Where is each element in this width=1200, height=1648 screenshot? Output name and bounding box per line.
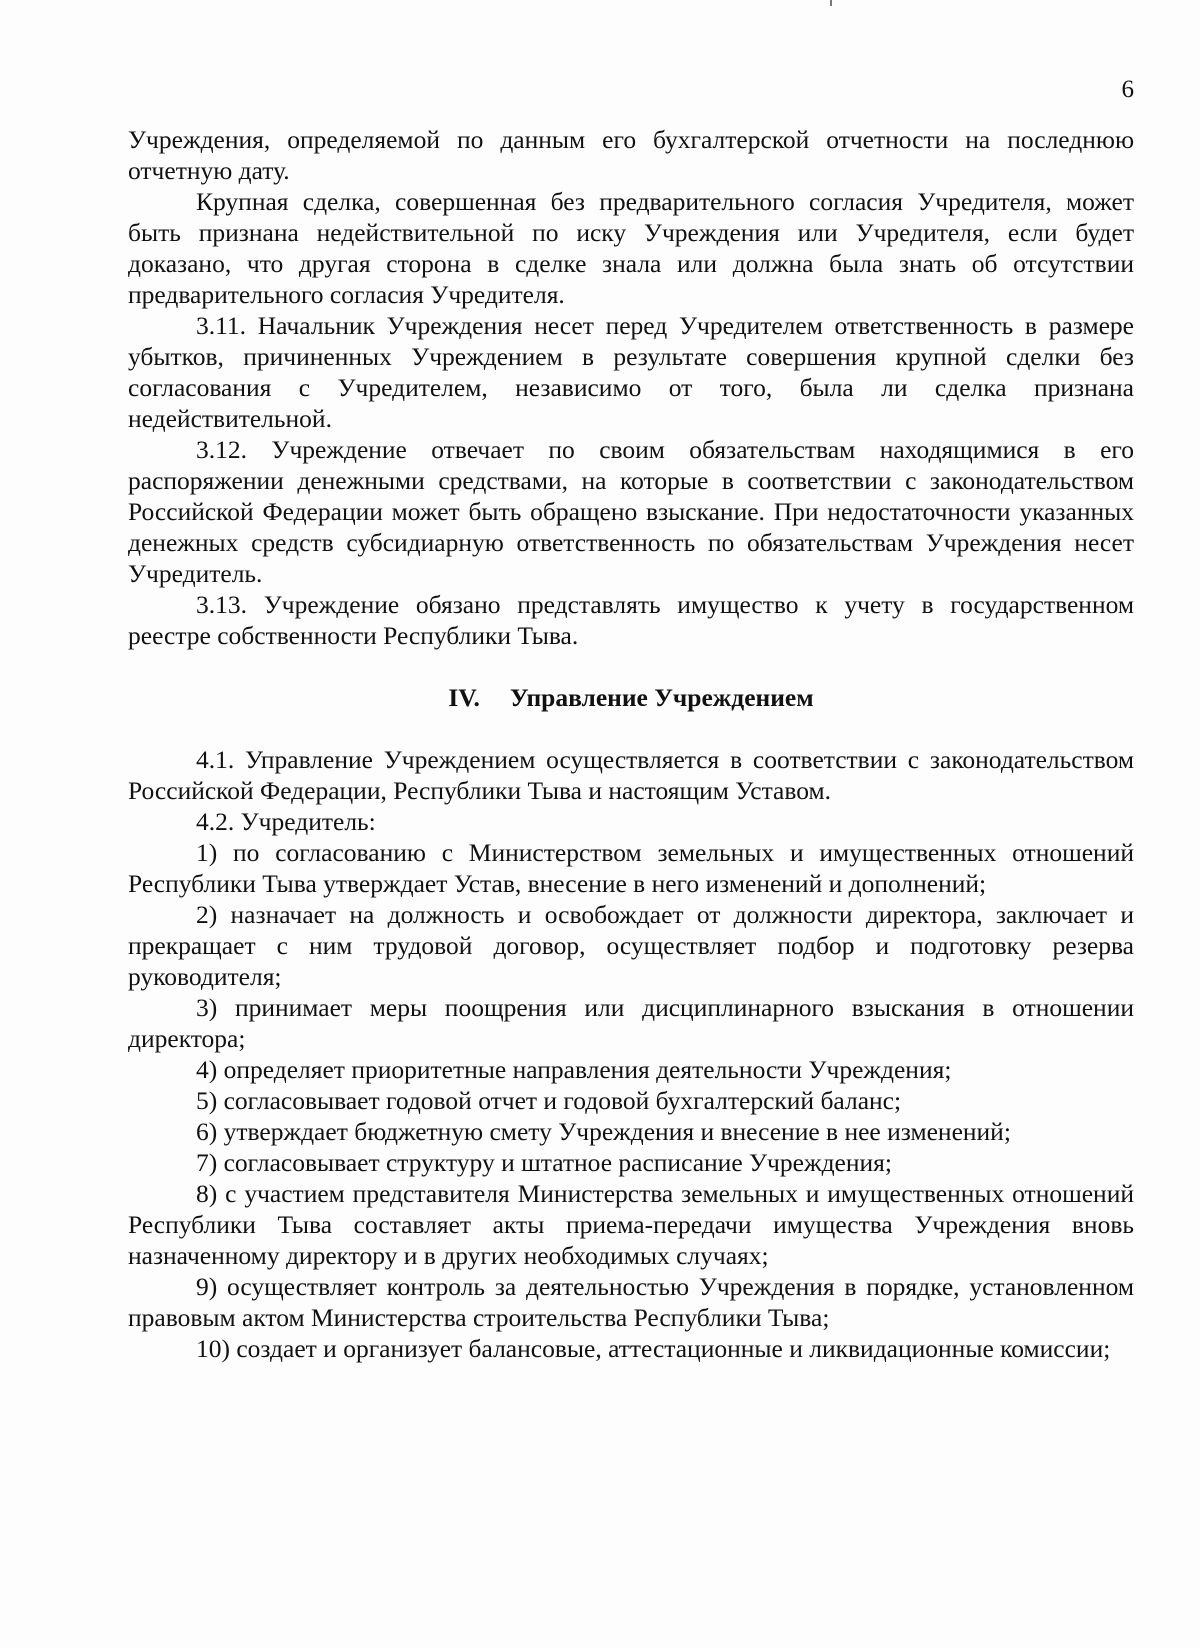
section-title: Управление Учреждением: [509, 683, 814, 712]
list-item: 3) принимает меры поощрения или дисциплинарного взыскания в отношении директора;: [128, 993, 1134, 1053]
paragraph: Учреждения, определяемой по данным его бухгалтерской отчетности на последнюю отчетную дату.: [128, 125, 1134, 185]
paragraph: 3.13. Учреждение обязано представлять имущество к учету в государственном реестре собственности Республики Тыва.: [128, 590, 1134, 650]
list-item: 8) с участием представителя Министерства земельных и имущественных отношений Республики Тыва составляет акты приема-передачи имущества Учреждения вновь назначенному директору и в других необходимых случаях;: [128, 1179, 1134, 1270]
section-heading: [128, 682, 1134, 713]
list-item: 9) осуществляет контроль за деятельностью Учреждения в порядке, установленном правовым актом Министерства строительства Республики Тыва;: [128, 1272, 1134, 1332]
paragraph: 3.11. Начальник Учреждения несет перед Учредителем ответственность в размере убытков, причиненных Учреждением в результате совершения крупной сделки без согласования с Учредителем, независимо от того, была ли сделка признана недействительной.: [128, 311, 1134, 433]
page-number: 6: [1121, 76, 1134, 103]
list-item: 5) согласовывает годовой отчет и годовой бухгалтерский баланс;: [196, 1086, 902, 1115]
paragraph: 4.1. Управление Учреждением осуществляется в соответствии с законодательством Российской Федерации, Республики Тыва и настоящим Уставом.: [128, 745, 1134, 805]
list-item: 2) назначает на должность и освобождает от должности директора, заключает и прекращает с ним трудовой договор, осуществляет подбор и подготовку резерва руководителя;: [128, 900, 1134, 991]
list-item: 7) согласовывает структуру и штатное расписание Учреждения;: [196, 1148, 892, 1177]
paragraph: 3.12. Учреждение отвечает по своим обязательствам находящимися в его распоряжении денежными средствами, на которые в соответствии с законодательством Российской Федерации может быть обращено взыскание. При недостаточности указанных денежных средств субсидиарную ответственность по обязательствам Учреждения несет Учредитель.: [128, 435, 1134, 588]
section-number: IV.: [448, 683, 480, 712]
list-item: 6) утверждает бюджетную смету Учреждения и внесение в нее изменений;: [196, 1117, 1011, 1146]
list-item: 10) создает и организует балансовые, аттестационные и ликвидационные комиссии;: [196, 1334, 1111, 1363]
section-3-paragraphs: [128, 124, 1134, 651]
paragraph: 4.2. Учредитель:: [196, 807, 376, 836]
list-item: 4) определяет приоритетные направления деятельности Учреждения;: [196, 1055, 952, 1084]
document-body: [128, 124, 1134, 1364]
section-4-paragraphs: [128, 744, 1134, 1364]
list-item: 1) по согласованию с Министерством земельных и имущественных отношений Республики Тыва утверждает Устав, внесение в него изменений и дополнений;: [128, 838, 1134, 898]
paragraph: Крупная сделка, совершенная без предварительного согласия Учредителя, может быть признана недействительной по иску Учреждения или Учредителя, если будет доказано, что другая сторона в сделке знала или должна была знать об отсутствии предварительного согласия Учредителя.: [128, 187, 1134, 309]
scan-artifact: [830, 0, 832, 6]
